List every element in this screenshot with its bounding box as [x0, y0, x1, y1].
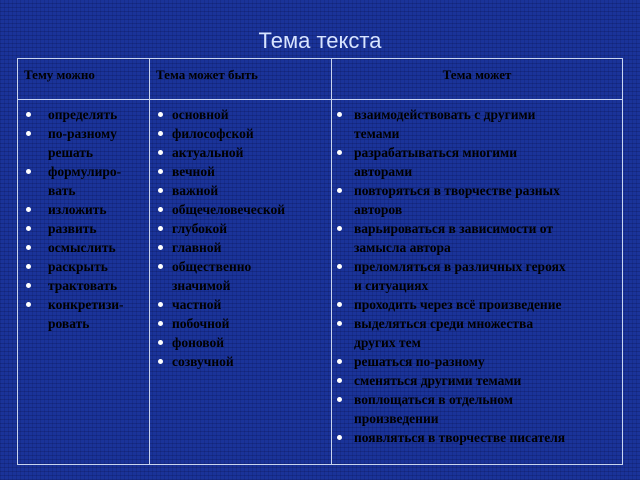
- list-item: конкретизи- ровать: [18, 295, 149, 333]
- list-item: выделяться среди множества других тем: [333, 314, 623, 352]
- list-col-3: [333, 105, 623, 447]
- list-item: взаимодействовать с другими темами: [333, 105, 623, 143]
- column-divider: [331, 59, 332, 464]
- list-item: частной: [156, 295, 331, 314]
- list-item: главной: [156, 238, 331, 257]
- list-item: общественно значимой: [156, 257, 331, 295]
- column-divider: [149, 59, 150, 464]
- list-item: основной: [156, 105, 331, 124]
- list-item: варьироваться в зависимости от замысла автора: [333, 219, 623, 257]
- list-item: вечной: [156, 162, 331, 181]
- list-col-1: [18, 105, 149, 333]
- list-item: фоновой: [156, 333, 331, 352]
- list-item: преломляться в различных героях и ситуациях: [333, 257, 623, 295]
- list-item: общечеловеческой: [156, 200, 331, 219]
- list-item: проходить через всё произведение: [333, 295, 623, 314]
- list-item: появляться в творчестве писателя: [333, 428, 623, 447]
- theme-table: [17, 58, 623, 465]
- list-item: созвучной: [156, 352, 331, 371]
- header-col-1: Тему можно: [24, 67, 95, 82]
- header-col-3: Тема может: [442, 67, 512, 82]
- list-item: по-разному решать: [18, 124, 149, 162]
- list-item: трактовать: [18, 276, 149, 295]
- list-item: изложить: [18, 200, 149, 219]
- header-col-2: Тема может быть: [156, 67, 258, 82]
- slide-title: Тема текста: [258, 28, 382, 53]
- list-item: философской: [156, 124, 331, 143]
- list-item: осмыслить: [18, 238, 149, 257]
- list-col-2: [156, 105, 331, 371]
- list-item: воплощаться в отдельном произведении: [333, 390, 623, 428]
- list-item: раскрыть: [18, 257, 149, 276]
- list-item: определять: [18, 105, 149, 124]
- list-item: побочной: [156, 314, 331, 333]
- list-item: разрабатываться многими авторами: [333, 143, 623, 181]
- list-item: актуальной: [156, 143, 331, 162]
- list-item: решаться по-разному: [333, 352, 623, 371]
- list-item: повторяться в творчестве разных авторов: [333, 181, 623, 219]
- list-item: сменяться другими темами: [333, 371, 623, 390]
- list-item: глубокой: [156, 219, 331, 238]
- list-item: важной: [156, 181, 331, 200]
- list-item: формулиро- вать: [18, 162, 149, 200]
- header-divider: [18, 99, 622, 100]
- list-item: развить: [18, 219, 149, 238]
